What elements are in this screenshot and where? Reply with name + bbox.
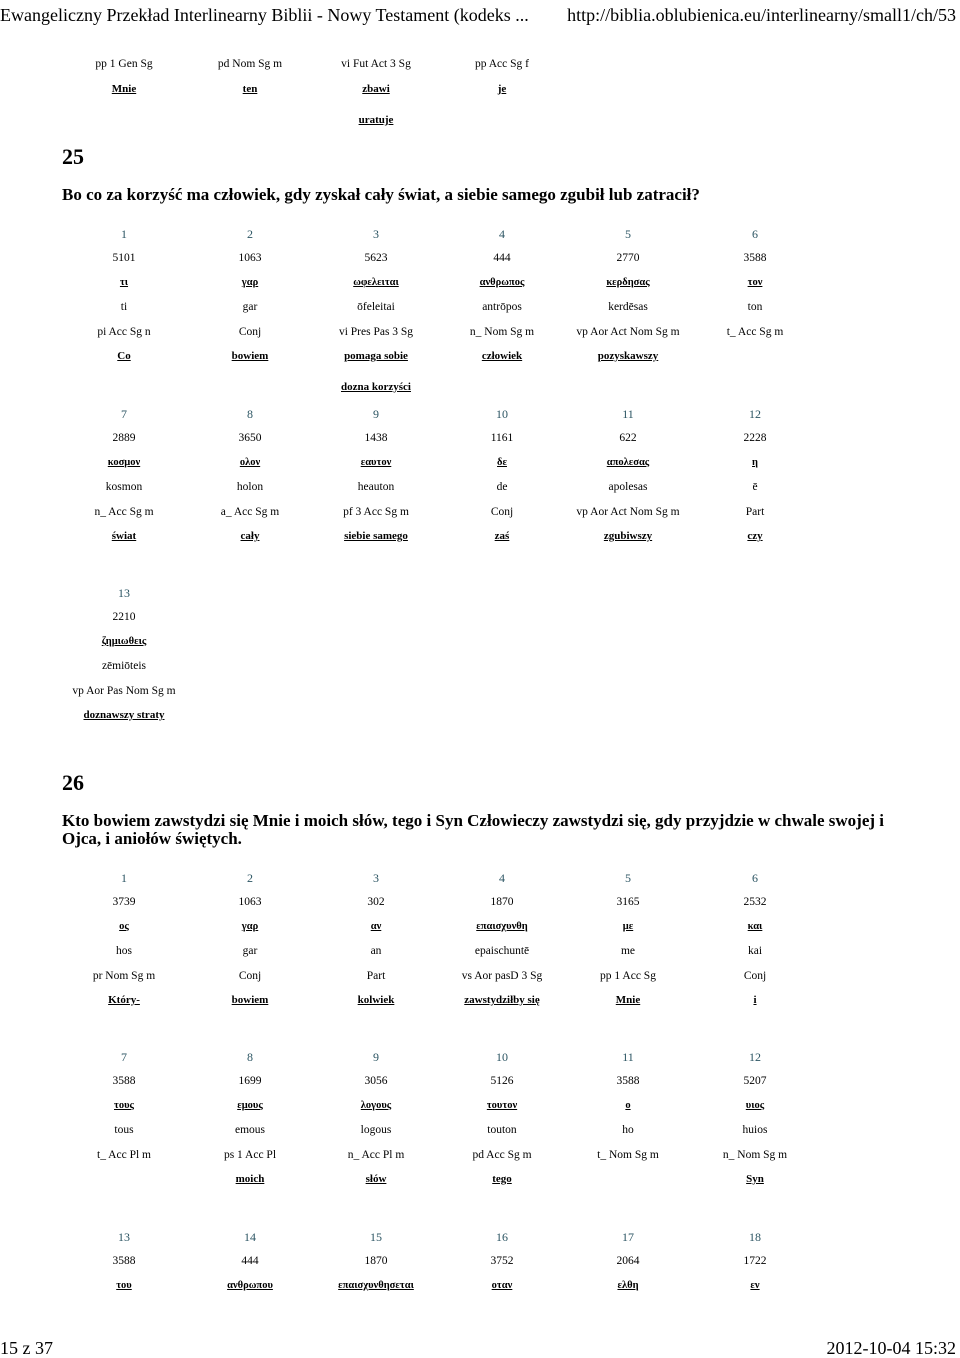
- morphology: Conj: [238, 969, 262, 982]
- strong-number: 1870: [490, 896, 514, 909]
- word-number: 1: [121, 227, 127, 241]
- word-number: 8: [247, 1050, 253, 1064]
- polish-translation[interactable]: pomaga sobie: [344, 350, 408, 362]
- greek-word[interactable]: υιος: [745, 1099, 765, 1111]
- polish-translation[interactable]: słów: [365, 1173, 387, 1185]
- alternative-translation[interactable]: uratuje: [358, 114, 394, 126]
- word-number: 6: [752, 227, 758, 241]
- greek-word[interactable]: και: [747, 920, 763, 932]
- greek-word[interactable]: ζημιωθεις: [101, 635, 147, 647]
- word-number: 12: [749, 1050, 761, 1064]
- word-number: 2: [247, 871, 253, 885]
- polish-translation[interactable]: zaś: [494, 530, 510, 542]
- strong-number: 2210: [112, 611, 136, 624]
- greek-word[interactable]: δε: [497, 456, 507, 468]
- word-number: 9: [373, 407, 379, 421]
- greek-word[interactable]: επαισχυνθησεται: [338, 1279, 414, 1291]
- morphology: t_ Acc Pl m: [97, 1148, 151, 1161]
- morphology: n_ Nom Sg m: [469, 325, 535, 338]
- strong-number: 1722: [743, 1255, 767, 1268]
- morphology: vi Pres Pas 3 Sg: [338, 325, 414, 338]
- polish-translation[interactable]: ten: [242, 83, 258, 95]
- polish-translation[interactable]: człowiek: [481, 350, 523, 362]
- word-number: 7: [121, 407, 127, 421]
- strong-number: 5101: [112, 252, 136, 265]
- word-number: 5: [625, 227, 631, 241]
- morphology: n_ Nom Sg m: [722, 1148, 788, 1161]
- morphology: Conj: [743, 969, 767, 982]
- strong-number: 2064: [616, 1255, 640, 1268]
- word-number: 5: [625, 871, 631, 885]
- strong-number: 2228: [743, 432, 767, 445]
- word-number: 13: [118, 1230, 130, 1244]
- word-number: 11: [622, 1050, 634, 1064]
- transliteration: kerdēsas: [608, 301, 648, 314]
- word-number: 1: [121, 871, 127, 885]
- word-number: 18: [749, 1230, 761, 1244]
- transliteration: gar: [242, 945, 258, 958]
- morphology: n_ Acc Pl m: [347, 1148, 405, 1161]
- polish-translation[interactable]: i: [753, 994, 757, 1006]
- word-number: 4: [499, 227, 505, 241]
- transliteration: apolesas: [608, 481, 648, 494]
- strong-number: 1161: [490, 432, 514, 445]
- polish-translation[interactable]: Co: [117, 350, 131, 362]
- greek-word[interactable]: εαυτον: [360, 456, 392, 468]
- transliteration: kai: [747, 945, 763, 958]
- polish-translation[interactable]: Który-: [108, 994, 140, 1006]
- morphology: Conj: [490, 505, 514, 518]
- greek-word[interactable]: κοσμον: [107, 456, 141, 468]
- morphology: t_ Acc Sg m: [726, 325, 784, 338]
- word-number: 8: [247, 407, 253, 421]
- strong-number: 3588: [616, 1075, 640, 1088]
- greek-word[interactable]: του: [116, 1279, 132, 1291]
- word-number: 2: [247, 227, 253, 241]
- greek-word[interactable]: ωφελειται: [353, 276, 399, 288]
- strong-number: 3739: [112, 896, 136, 909]
- verse-text: Kto bowiem zawstydzi się Mnie i moich słów, tego i Syn Człowieczy zawstydzi się, gdy przyjdzie w chwale swojej i Ojca, i aniołów świętych.: [62, 811, 885, 848]
- transliteration: me: [620, 945, 636, 958]
- strong-number: 1870: [364, 1255, 388, 1268]
- word-number: 9: [373, 1050, 379, 1064]
- word-number: 10: [496, 1050, 508, 1064]
- morphology: pp 1 Acc Sg: [600, 969, 656, 982]
- strong-number: 3588: [112, 1075, 136, 1088]
- transliteration: antrōpos: [482, 301, 522, 314]
- strong-number: 622: [619, 432, 637, 445]
- greek-word[interactable]: η: [752, 456, 758, 468]
- verse-text: Bo co za korzyść ma człowiek, gdy zyskał cały świat, a siebie samego zgubił lub zatracił?: [62, 185, 700, 204]
- word-number: 3: [373, 227, 379, 241]
- greek-word[interactable]: εν: [750, 1279, 760, 1291]
- strong-number: 2889: [112, 432, 136, 445]
- morphology: pd Acc Sg m: [472, 1148, 532, 1161]
- word-number: 4: [499, 871, 505, 885]
- strong-number: 1699: [238, 1075, 262, 1088]
- polish-translation[interactable]: pozyskawszy: [597, 350, 659, 362]
- transliteration: holon: [236, 481, 264, 494]
- word-number: 7: [121, 1050, 127, 1064]
- verse-number: 26: [62, 770, 84, 795]
- morphology: vi Fut Act 3 Sg: [341, 58, 411, 70]
- verse-number: 25: [62, 144, 84, 169]
- greek-word[interactable]: ο: [625, 1099, 631, 1111]
- polish-translation[interactable]: cały: [240, 530, 260, 542]
- greek-word[interactable]: ος: [119, 920, 129, 932]
- polish-translation[interactable]: je: [497, 83, 507, 95]
- morphology: ps 1 Acc Pl: [223, 1148, 277, 1161]
- transliteration: ē: [752, 481, 758, 494]
- word-number: 10: [496, 407, 508, 421]
- greek-word[interactable]: τον: [747, 276, 763, 288]
- word-number: 13: [118, 586, 130, 600]
- greek-word[interactable]: τους: [114, 1099, 134, 1111]
- polish-translation[interactable]: czy: [747, 530, 763, 542]
- strong-number: 3588: [743, 252, 767, 265]
- morphology: vs Aor pasD 3 Sg: [461, 969, 543, 982]
- morphology: Part: [745, 505, 765, 518]
- polish-translation[interactable]: zbawi: [362, 83, 390, 95]
- polish-translation[interactable]: doznawszy straty: [83, 709, 165, 721]
- transliteration: epaischuntē: [474, 945, 530, 958]
- word-number: 16: [496, 1230, 508, 1244]
- greek-word[interactable]: ανθρωπος: [479, 276, 525, 288]
- strong-number: 5207: [743, 1075, 767, 1088]
- print-datetime: 2012-10-04 15:32: [826, 1338, 956, 1358]
- document-title: Ewangeliczny Przekład Interlinearny Biblii - Nowy Testament (kodeks ...: [0, 5, 529, 25]
- strong-number: 444: [241, 1255, 259, 1268]
- strong-number: 5126: [490, 1075, 514, 1088]
- strong-number: 3165: [616, 896, 640, 909]
- transliteration: logous: [360, 1124, 392, 1137]
- transliteration: emous: [234, 1124, 266, 1137]
- strong-number: 444: [493, 252, 511, 265]
- greek-word[interactable]: ολον: [239, 456, 261, 468]
- strong-number: 2770: [616, 252, 640, 265]
- strong-number: 302: [367, 896, 385, 909]
- transliteration: zēmiōteis: [101, 660, 147, 673]
- greek-word[interactable]: εμους: [237, 1099, 263, 1111]
- transliteration: ōfeleitai: [357, 301, 395, 314]
- greek-word[interactable]: τουτον: [486, 1099, 518, 1111]
- strong-number: 3588: [112, 1255, 136, 1268]
- alternative-translation[interactable]: dozna korzyści: [341, 381, 411, 393]
- transliteration: touton: [487, 1124, 517, 1137]
- word-number: 3: [373, 871, 379, 885]
- polish-translation[interactable]: moich: [235, 1173, 265, 1185]
- greek-word[interactable]: λογους: [360, 1099, 392, 1111]
- transliteration: ho: [622, 1124, 634, 1137]
- word-number: 15: [370, 1230, 382, 1244]
- transliteration: ti: [120, 301, 128, 314]
- greek-word[interactable]: τι: [119, 276, 129, 288]
- greek-word[interactable]: ελθη: [617, 1279, 639, 1291]
- greek-word[interactable]: γαρ: [241, 920, 259, 932]
- page-counter: 15 z 37: [0, 1338, 53, 1358]
- greek-word[interactable]: οταν: [491, 1279, 513, 1291]
- morphology: vp Aor Pas Nom Sg m: [72, 684, 176, 697]
- polish-translation[interactable]: zawstydziłby się: [464, 994, 540, 1006]
- morphology: Part: [366, 969, 386, 982]
- polish-translation[interactable]: bowiem: [231, 350, 269, 362]
- word-number: 6: [752, 871, 758, 885]
- transliteration: heauton: [357, 481, 395, 494]
- strong-number: 3752: [490, 1255, 514, 1268]
- greek-word[interactable]: απολεσας: [606, 456, 650, 468]
- strong-number: 5623: [364, 252, 388, 265]
- word-number: 11: [622, 407, 634, 421]
- morphology: pf 3 Acc Sg m: [343, 505, 409, 518]
- strong-number: 1063: [238, 896, 262, 909]
- greek-word[interactable]: ανθρωπου: [227, 1279, 273, 1291]
- strong-number: 1438: [364, 432, 388, 445]
- greek-word[interactable]: κερδησας: [606, 276, 650, 288]
- page-url[interactable]: http://biblia.oblubienica.eu/interlinearny/small1/ch/53: [567, 5, 956, 25]
- morphology: pp 1 Gen Sg: [95, 58, 153, 70]
- morphology: t_ Nom Sg m: [597, 1148, 659, 1161]
- word-number: 14: [244, 1230, 256, 1244]
- polish-translation[interactable]: Mnie: [111, 83, 137, 95]
- transliteration: an: [370, 945, 382, 958]
- word-number: 17: [622, 1230, 634, 1244]
- polish-translation[interactable]: świat: [111, 530, 137, 542]
- strong-number: 3056: [364, 1075, 388, 1088]
- morphology: a_ Acc Sg m: [220, 505, 280, 518]
- morphology: pp Acc Sg f: [475, 58, 529, 70]
- morphology: pd Nom Sg m: [217, 58, 283, 70]
- greek-word[interactable]: επαισχυνθη: [476, 920, 528, 932]
- strong-number: 3650: [238, 432, 262, 445]
- polish-translation[interactable]: zgubiwszy: [603, 530, 653, 542]
- polish-translation[interactable]: tego: [492, 1173, 512, 1185]
- transliteration: huios: [742, 1124, 768, 1137]
- polish-translation[interactable]: Syn: [746, 1173, 764, 1185]
- polish-translation[interactable]: kolwiek: [357, 994, 395, 1006]
- morphology: vp Aor Act Nom Sg m: [576, 505, 680, 518]
- transliteration: de: [496, 481, 508, 494]
- polish-translation[interactable]: siebie samego: [344, 530, 408, 542]
- polish-translation[interactable]: Mnie: [615, 994, 641, 1006]
- morphology: pi Acc Sg n: [97, 325, 151, 338]
- strong-number: 2532: [743, 896, 767, 909]
- transliteration: ton: [747, 301, 763, 314]
- morphology: n_ Acc Sg m: [94, 505, 154, 518]
- morphology: Conj: [238, 325, 262, 338]
- word-number: 12: [749, 407, 761, 421]
- polish-translation[interactable]: bowiem: [231, 994, 269, 1006]
- transliteration: tous: [114, 1124, 134, 1137]
- greek-word[interactable]: με: [622, 920, 634, 932]
- morphology: pr Nom Sg m: [92, 969, 156, 982]
- transliteration: kosmon: [105, 481, 143, 494]
- transliteration: gar: [242, 301, 258, 314]
- greek-word[interactable]: αν: [370, 920, 382, 932]
- greek-word[interactable]: γαρ: [241, 276, 259, 288]
- strong-number: 1063: [238, 252, 262, 265]
- transliteration: hos: [116, 945, 132, 958]
- morphology: vp Aor Act Nom Sg m: [576, 325, 680, 338]
